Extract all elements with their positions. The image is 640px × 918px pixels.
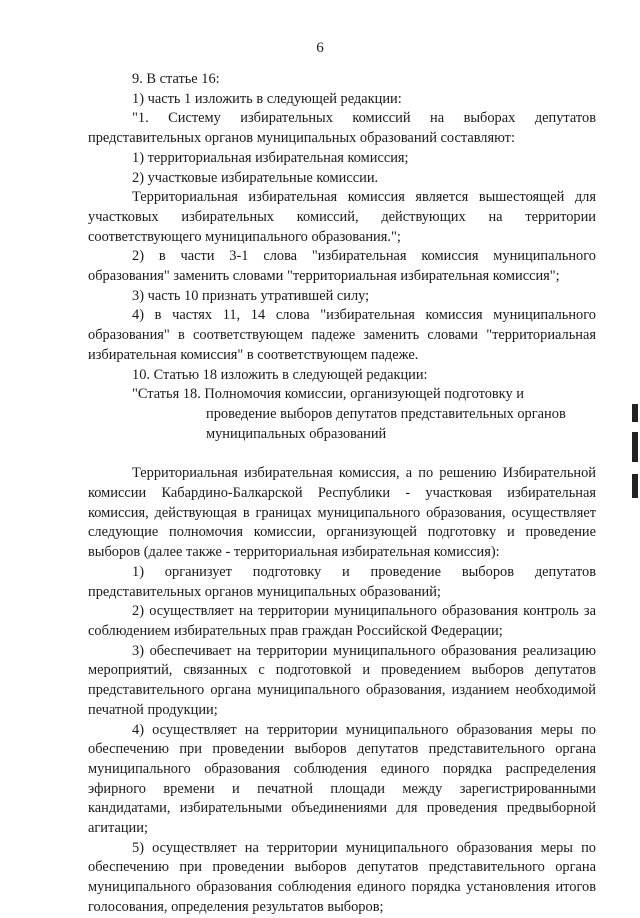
paragraph: Территориальная избирательная комиссия, а по решению Избирательной комиссии Кабардино-Балкарской Республики - участковая избирательная комиссия, действующая в границах муниципального образования, осуществляет следующие полномочия комиссии, организующей подготовку и проведение выборов (далее также - территориальная избирательная комиссия): — [88, 465, 596, 561]
page-number: 6 — [316, 40, 324, 56]
edge-mark — [632, 474, 638, 498]
list-item: 4) осуществляет на территории муниципального образования меры по обеспечению при проведении выборов депутатов представительного органа муниципального образования соблюдения единого порядка распределения эфирного времени и печатной площади между зарегистрированными кандидатами, избирательными объединениями для проведения предвыборной агитации; — [88, 721, 596, 837]
list-item: 1) территориальная избирательная комиссия; — [132, 149, 409, 166]
paragraph: 1) часть 1 изложить в следующей редакции: — [132, 90, 402, 107]
article-title: "Статья 18. Полномочия комиссии, организующей подготовку и — [132, 386, 524, 403]
list-item: 5) осуществляет на территории муниципального образования меры по обеспечению при проведении выборов депутатов представительного органа муниципального образования соблюдения единого порядка установления итогов голосования, определения результатов выборов; — [88, 839, 596, 915]
section-heading: 9. В статье 16: — [132, 71, 220, 87]
edge-mark — [632, 404, 638, 422]
paragraph: 3) часть 10 признать утратившей силу; — [132, 287, 370, 304]
scan-edge-marks — [632, 404, 640, 524]
edge-mark — [632, 432, 638, 462]
section-heading: 10. Статью 18 изложить в следующей редакции: — [132, 366, 428, 383]
spacer — [88, 444, 596, 464]
paragraph: 4) в частях 11, 14 слова "избирательная комиссия муниципального образования" в соответствующем падеже заменить словами "территориальная избирательная комиссия" в соответствующем падеже. — [88, 307, 596, 363]
paragraph: 2) в части 3-1 слова "избирательная комиссия муниципального образования" заменить словами "территориальная избирательная комиссия"; — [88, 248, 596, 285]
paragraph: Территориальная избирательная комиссия является вышестоящей для участковых избирательных комиссий, действующих на территории соответствующего муниципального образования."; — [88, 189, 596, 245]
list-item: 2) участковые избирательные комиссии. — [132, 169, 379, 186]
document-body — [88, 70, 596, 918]
paragraph: "1. Систему избирательных комиссий на выборах депутатов представительных органов муниципальных образований составляют: — [88, 110, 596, 147]
list-item: 1) организует подготовку и проведение выборов депутатов представительных органов муниципальных образований; — [88, 563, 596, 600]
list-item: 3) обеспечивает на территории муниципального образования реализацию мероприятий, связанных с подготовкой и проведением выборов депутатов представительного органа муниципального образования, изданием необходимой печатной продукции; — [88, 642, 596, 718]
article-title-continuation: проведение выборов депутатов представительных органов муниципальных образований — [206, 405, 566, 442]
list-item: 2) осуществляет на территории муниципального образования контроль за соблюдением избирательных прав граждан Российской Федерации; — [88, 603, 596, 639]
